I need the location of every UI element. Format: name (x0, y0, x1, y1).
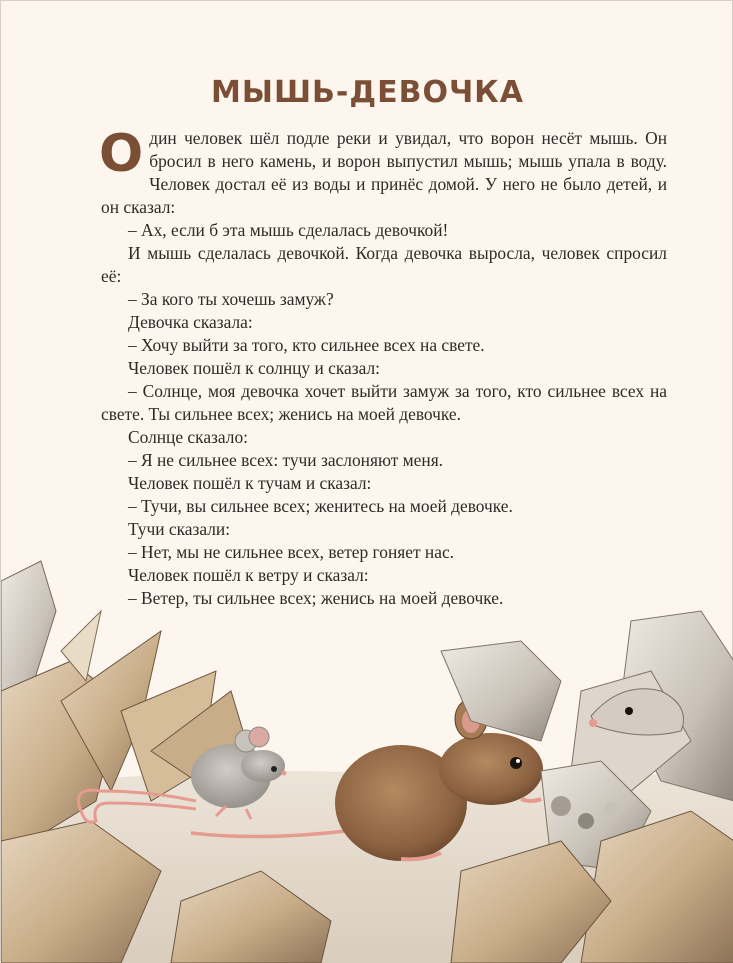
story-line: Человек пошёл к солнцу и сказал: (128, 358, 381, 378)
story-text (99, 124, 667, 610)
story-line: – Хочу выйти за того, кто сильнее всех на свете. (128, 335, 485, 355)
story-line: – Я не сильнее всех: тучи заслоняют меня. (128, 450, 444, 470)
story-line: Тучи сказали: (128, 519, 231, 539)
first-paragraph (99, 124, 667, 219)
story-line: – Ветер, ты сильнее всех; женись на моей девочке. (128, 588, 504, 608)
first-paragraph-text: дин человек шёл подле реки и увидал, что ворон несёт мышь. Он бросил в него камень, и ворон выпустил мышь; мышь упала в воду. Человек достал её из воды и принёс домой. У него не было детей, и он сказал: (101, 128, 667, 217)
story-line: – Солнце, моя девочка хочет выйти замуж за того, кто сильнее всех на свете. Ты сильнее всех; женись на моей девочке. (101, 381, 667, 424)
story-line: – Нет, мы не сильнее всех, ветер гоняет нас. (128, 542, 455, 562)
drop-cap: О (99, 124, 144, 184)
story-line: Солнце сказало: (128, 427, 248, 447)
mice-among-rocks-illustration (1, 541, 733, 963)
story-line: – Тучи, вы сильнее всех; женитесь на моей девочке. (128, 496, 513, 516)
story-line: – Ах, если б эта мышь сделалась девочкой! (128, 220, 449, 240)
story-line: – За кого ты хочешь замуж? (128, 289, 334, 309)
story-title: МЫШЬ-ДЕВОЧКА (211, 75, 524, 110)
story-line: Человек пошёл к тучам и сказал: (128, 473, 372, 493)
story-line: И мышь сделалась девочкой. Когда девочка выросла, человек спросил её: (101, 243, 667, 286)
story-line: Девочка сказала: (128, 312, 253, 332)
story-line: Человек пошёл к ветру и сказал: (128, 565, 369, 585)
